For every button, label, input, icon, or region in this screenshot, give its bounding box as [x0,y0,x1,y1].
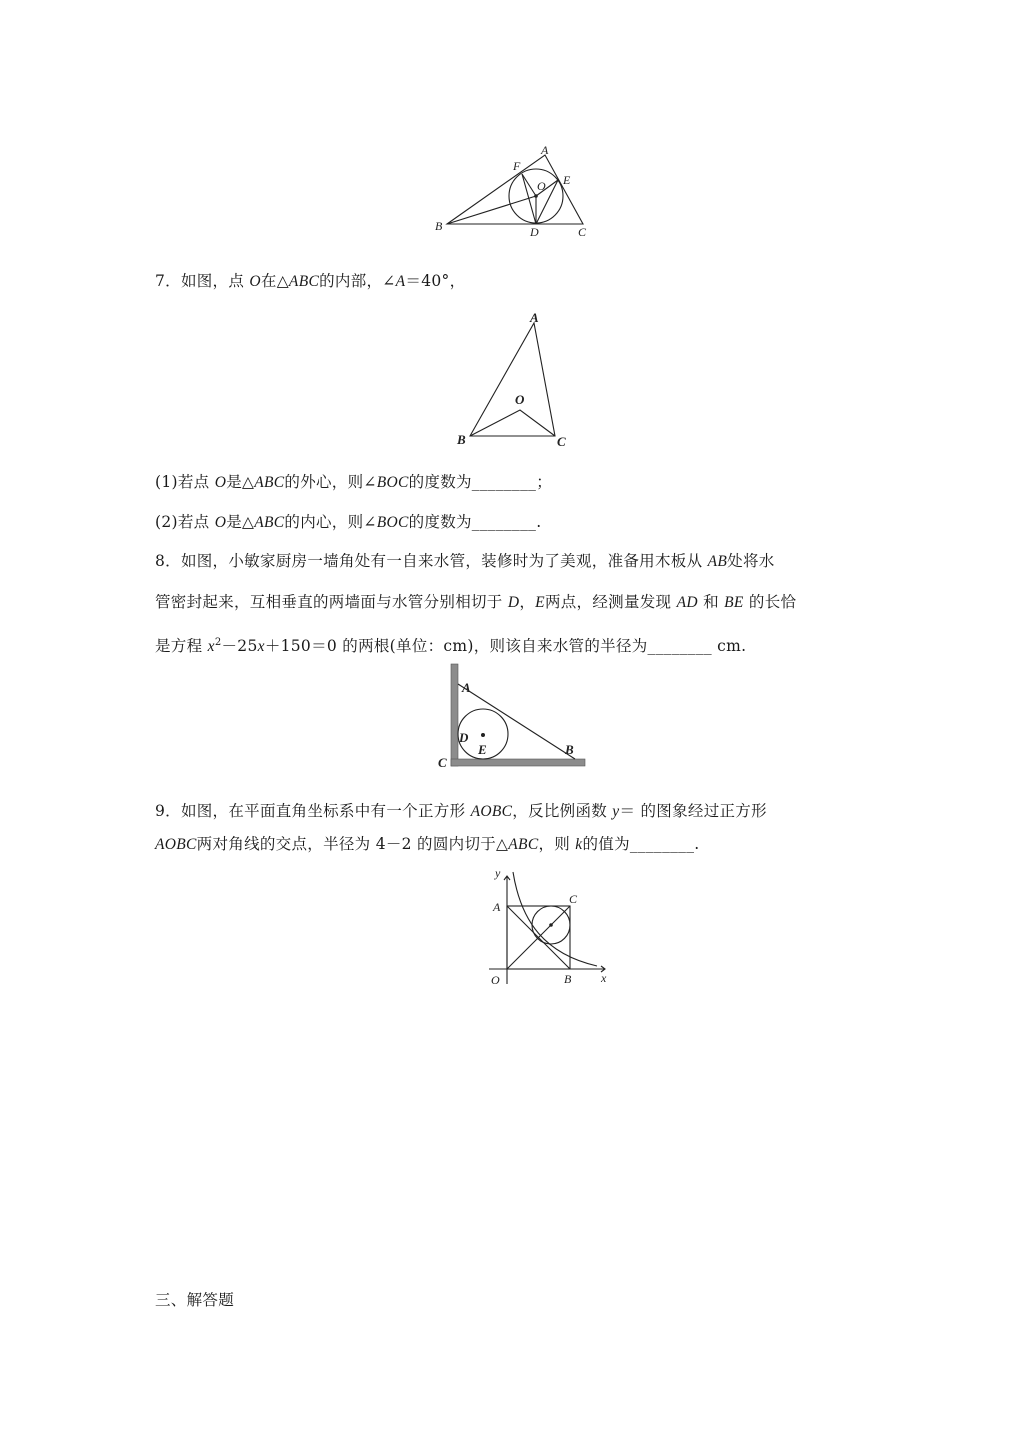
q9-line1: 9．如图，在平面直角坐标系中有一个正方形 AOBC，反比例函数 y＝ 的图象经过正方形 [155,802,767,820]
label-a: A [541,143,549,157]
label-e: E [478,742,487,757]
q7-line1: 7．如图，点 O在△ABC的内部，∠A＝40°， [155,272,466,290]
q8-line3: 是方程 $x^2-25x+150=0$ 的两根(单位：cm)，则该自来水管的半径为________ cm. [155,637,747,655]
label-c: C [569,892,578,906]
q9-line2: AOBC两对角线的交点，半径为 4－2 的圆内切于△ABC，则 k的值为________. [155,835,700,853]
board-ab [458,684,575,759]
label-b: B [457,432,466,447]
label-d: D [459,730,469,745]
hyperbola-curve [513,872,597,966]
label-b: B [564,972,572,986]
label-y: y [495,866,501,880]
label-f: F [513,159,521,173]
label-d: D [530,225,539,239]
label-c: C [438,755,447,770]
figure-incircle-triangle [425,140,605,240]
label-c: C [578,225,587,239]
label-a: A [462,680,471,695]
label-c: C [557,434,566,448]
label-o: O [515,392,525,407]
label-o: O [491,973,500,987]
q8-line1: 8．如图，小敏家厨房一墙角处有一自来水管，装修时为了美观，准备用木板从 AB处将水 [155,552,775,570]
q7-line2: (1)若点 O是△ABC的外心，则∠BOC的度数为________； [155,473,553,491]
figure-wall-corner-pipe [435,660,595,772]
triangle-abc [470,323,555,436]
label-b: B [435,219,443,233]
label-a: A [493,900,501,914]
label-e: E [563,173,571,187]
q7-line3: (2)若点 O是△ABC的内心，则∠BOC的度数为________. [155,513,542,531]
figure-triangle-point-o [450,308,580,448]
figure-coordinate-square [485,862,615,990]
q8-line2: 管密封起来，互相垂直的两墙面与水管分别相切于 D，E两点，经测量发现 AD 和 BE 的长恰 [155,593,797,611]
label-o: O [537,179,546,193]
section-heading: 三、解答题 [155,1291,235,1309]
label-b: B [565,742,574,757]
label-a: A [530,310,539,325]
label-x: x [601,971,607,985]
